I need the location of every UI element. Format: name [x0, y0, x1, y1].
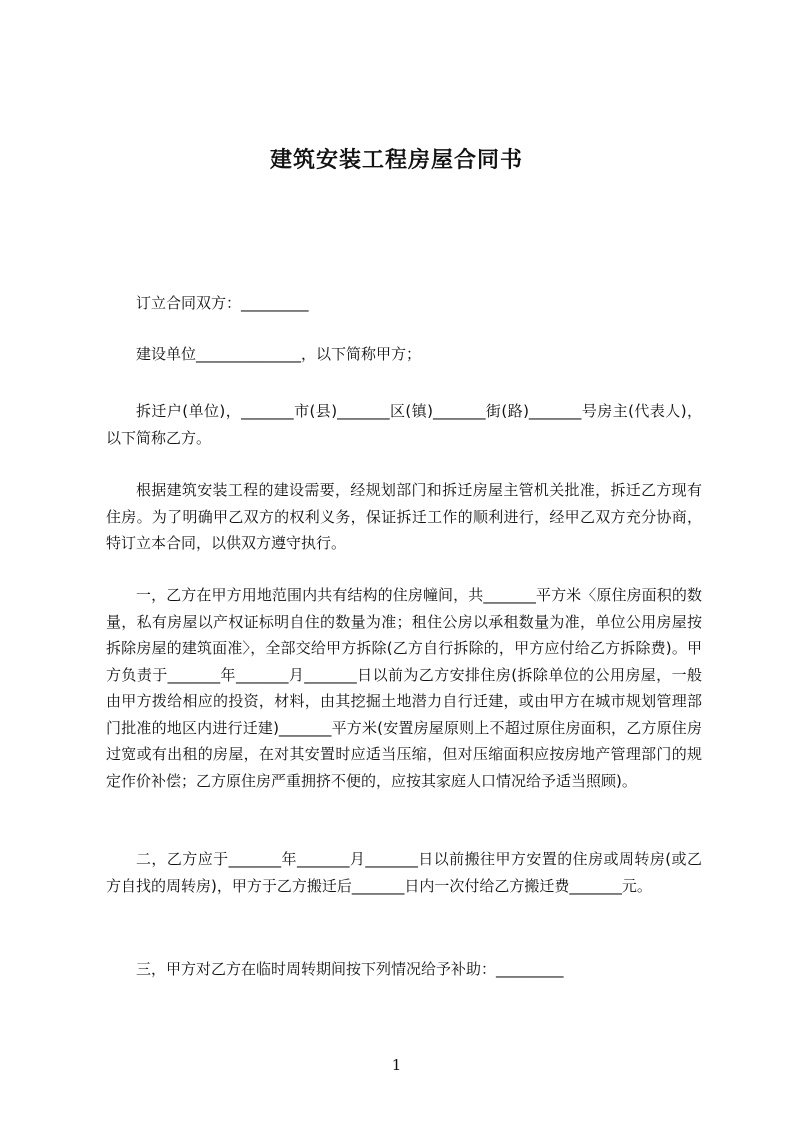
party-b-line: 拆迁户(单位)，_______市(县)_______区(镇)_______街(路)_______号房主(代表人)，以下简称乙方。 [106, 402, 702, 447]
clause-three-paragraph: 三，甲方对乙方在临时周转期间按下列情况给予补助：_________ [136, 960, 564, 978]
clause-one-paragraph: 一，乙方在甲方用地范围内共有结构的住房幢间，共_______平方米〈原住房面积的数量，私有房屋以产权证标明自住的数量为准；租住公房以承租数量为准，单位公用房屋按拆除房屋的建筑面准〉，全部交给甲方拆除(乙方自行拆除的，甲方应付给乙方拆除费)。甲方负责于_______年_______月_______日以前为乙方安排住房(拆除单位的公用房屋，一般由甲方拨给相应的投资，材料，由其挖掘土地潜力自行迁建，或由甲方在城市规划管理部门批准的地区内进行迁建)_______平方米(安置房屋原则上不超过原住房面积，乙方原住房过宽或有出租的房屋，在对其安置时应适当压缩，但对压缩面积应按房地产管理部门的规定作价补偿；乙方原住房严重拥挤不便的，应按其家庭人口情况给予适当照顾)。 [106, 586, 702, 790]
contract-parties-line: 订立合同双方：_________ [136, 294, 309, 312]
party-a-line: 建设单位______________，以下简称甲方； [136, 345, 422, 363]
page-number: 1 [391, 1056, 402, 1074]
clause-two-paragraph: 二，乙方应于_______年_______月_______日以前搬往甲方安置的住房或周转房(或乙方自找的周转房)，甲方于乙方搬迁后_______日内一次付给乙方搬迁费_______元。 [106, 850, 702, 895]
document-title: 建筑安装工程房屋合同书 [269, 148, 523, 173]
preamble-paragraph: 根据建筑安装工程的建设需要，经规划部门和拆迁房屋主管机关批准，拆迁乙方现有住房。为了明确甲乙双方的权利义务，保证拆迁工作的顺利进行，经甲乙双方充分协商，特订立本合同，以供双方遵守执行。 [106, 481, 702, 552]
